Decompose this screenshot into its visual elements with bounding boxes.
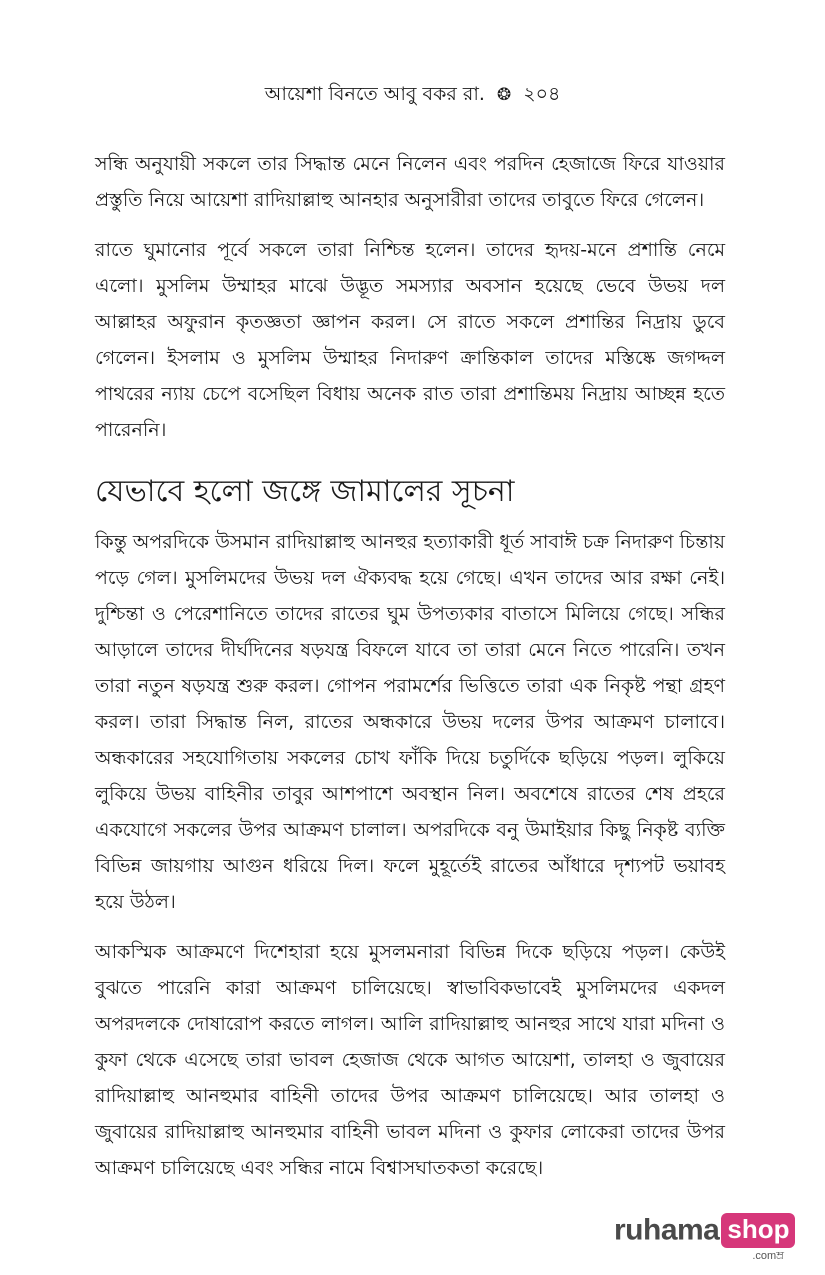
- ruhamashop-logo: [614, 1213, 790, 1262]
- page-body: [95, 146, 725, 1200]
- section-heading: যেভাবে হলো জঙ্গে জামালের সূচনা: [95, 474, 515, 509]
- running-header: [0, 80, 825, 109]
- book-title: আয়েশা বিনতে আবু বকর রা.: [264, 83, 485, 105]
- logo-badge: shop: [721, 1213, 795, 1248]
- paragraph: রাতে ঘুমানোর পূর্বে সকলে তারা নিশ্চিন্ত হলেন। তাদের হৃদয়-মনে প্রশান্তি নেমে এলো। মুসলিম উম্মাহর মাঝে উদ্ভূত সমস্যার অবসান হয়েছে ভেবে উভয় দল আল্লাহর অফুরান কৃতজ্ঞতা জ্ঞাপন করল। সে রাতে সকলে প্রশান্তির নিদ্রায় ডুবে গেলেন। ইসলাম ও মুসলিম উম্মাহর নিদারুণ ক্রান্তিকাল তাদের মস্তিষ্কে জগদ্দল পাথরের ন্যায় চেপে বসেছিল বিধায় অনেক রাত তারা প্রশান্তিময় নিদ্রায় আচ্ছন্ন হতে পারেননি।: [95, 239, 725, 441]
- paragraph: কিন্তু অপরদিকে উসমান রাদিয়াল্লাহু আনহুর হত্যাকারী ধূর্ত সাবাঈ চক্র নিদারুণ চিন্তায় পড়ে গেল। মুসলিমদের উভয় দল ঐক্যবদ্ধ হয়ে গেছে। এখন তাদের আর রক্ষা নেই। দুশ্চিন্তা ও পেরেশানিতে তাদের রাতের ঘুম উপত্যকার বাতাসে মিলিয়ে গেছে। সন্ধির আড়ালে তাদের দীর্ঘদিনের ষড়যন্ত্র বিফলে যাবে তা তারা মেনে নিতে পারেনি। তখন তারা নতুন ষড়যন্ত্র শুরু করল। গোপন পরামর্শের ভিত্তিতে তারা এক নিকৃষ্ট পন্থা গ্রহণ করল। তারা সিদ্ধান্ত নিল, রাতের অন্ধকারে উভয় দলের উপর আক্রমণ চালাবে। অন্ধকারের সহযোগিতায় সকলের চোখ ফাঁকি দিয়ে চতুর্দিকে ছড়িয়ে পড়ল। লুকিয়ে লুকিয়ে উভয় বাহিনীর তাবুর আশপাশে অবস্থান নিল। অবশেষে রাতের শেষ প্রহরে একযোগে সকলের উপর আক্রমণ চালাল। অপরদিকে বনু উমাইয়ার কিছু নিকৃষ্ট ব্যক্তি বিভিন্ন জায়গায় আগুন ধরিয়ে দিল। ফলে মুহূর্তেই রাতের আঁধারে দৃশ্যপট ভয়াবহ হয়ে উঠল।: [95, 531, 725, 913]
- logo-domain: .comম্র: [752, 1250, 784, 1262]
- paragraph: সন্ধি অনুযায়ী সকলে তার সিদ্ধান্ত মেনে নিলেন এবং পরদিন হেজাজে ফিরে যাওয়ার প্রস্তুতি নিয়ে আয়েশা রাদিয়াল্লাহু আনহার অনুসারীরা তাদের তাবুতে ফিরে গেলেন।: [95, 153, 725, 211]
- ornament-icon: ❂: [496, 85, 512, 105]
- paragraph: আকস্মিক আক্রমণে দিশেহারা হয়ে মুসলমনারা বিভিন্ন দিকে ছড়িয়ে পড়ল। কেউই বুঝতে পারেনি কারা আক্রমণ চালিয়েছে। স্বাভাবিকভাবেই মুসলিমদের একদল অপরদলকে দোষারোপ করতে লাগল। আলি রাদিয়াল্লাহু আনহুর সাথে যারা মদিনা ও কুফা থেকে এসেছে তারা ভাবল হেজাজ থেকে আগত আয়েশা, তালহা ও জুবায়ের রাদিয়াল্লাহু আনহুমার বাহিনী তাদের উপর আক্রমণ চালিয়েছে। আর তালহা ও জুবায়ের রাদিয়াল্লাহু আনহুমার বাহিনী ভাবল মদিনা ও কুফার লোকেরা তাদের উপর আক্রমণ চালিয়েছে এবং সন্ধির নামে বিশ্বাসঘাতকতা করেছে।: [95, 941, 725, 1179]
- page-number: ২০৪: [523, 83, 561, 105]
- logo-wordmark: ruhama: [614, 1213, 720, 1247]
